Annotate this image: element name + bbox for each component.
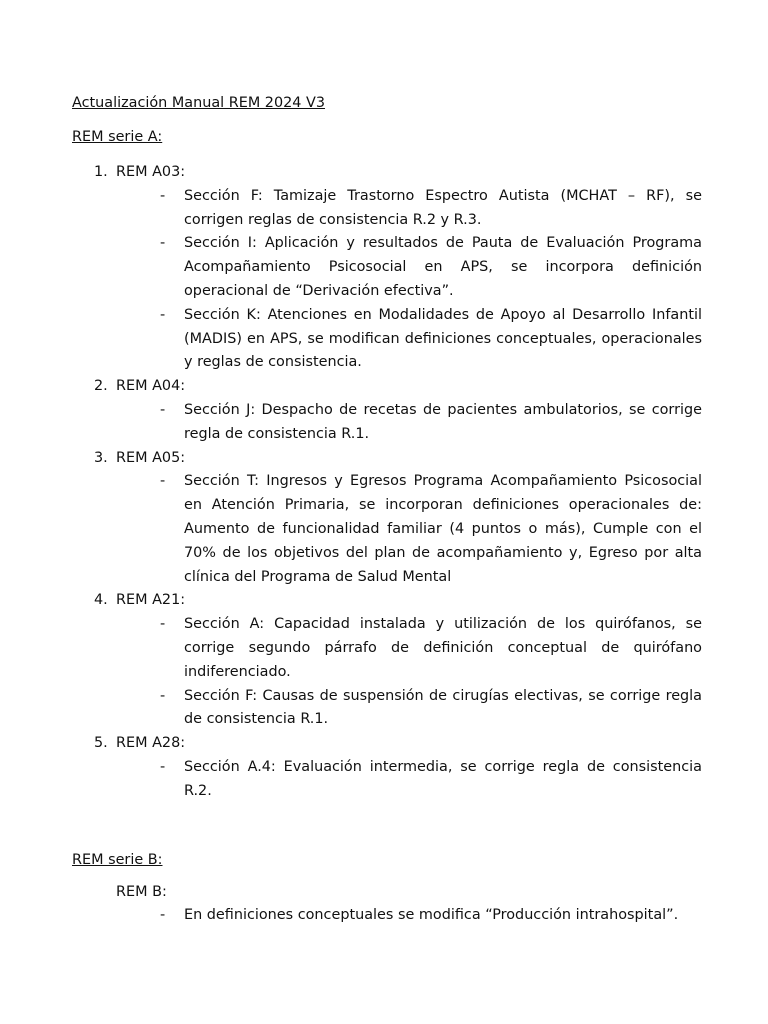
bullet-dash: - [160, 907, 166, 924]
list-item-label: REM A05: [116, 449, 186, 466]
bullet-item [72, 470, 702, 589]
bullet-text: Sección F: Tamizaje Trastorno Espectro Autista (MCHAT – RF), se corrigen reglas de consistencia R.2 y R.3. [184, 187, 702, 228]
list-item-number: 1. [94, 164, 108, 180]
bullet-item [72, 232, 702, 303]
bullet-dash: - [160, 473, 166, 490]
bullet-item [72, 685, 702, 733]
bullet-item [72, 904, 702, 928]
document-page [72, 92, 702, 928]
bullet-dash: - [160, 401, 166, 418]
bullet-text: Sección F: Causas de suspensión de cirugías electivas, se corrige regla de consistencia R.1. [184, 687, 702, 728]
serie-b-heading: REM serie B: [72, 851, 163, 868]
list-item-number: 3. [94, 449, 108, 466]
list-item-label: REM A21: [116, 592, 186, 609]
list-item-heading [72, 589, 702, 613]
document-title: Actualización Manual REM 2024 V3 [72, 95, 326, 111]
serie-a-list [72, 161, 702, 804]
list-item-number: 5. [94, 735, 108, 752]
bullet-text: Sección A: Capacidad instalada y utilización de los quirófanos, se corrige segundo párrafo de definición conceptual de quirófano indiferenciado. [184, 616, 702, 680]
bullet-dash: - [160, 616, 166, 633]
bullet-text: Sección I: Aplicación y resultados de Pauta de Evaluación Programa Acompañamiento Psicosocial en APS, se incorpora definición operacional de “Derivación efectiva”. [184, 235, 702, 299]
list-item-label: REM A03: [116, 164, 186, 180]
bullet-item [72, 756, 702, 804]
section-spacer [72, 804, 702, 849]
list-item-label: REM A04: [116, 378, 186, 395]
list-item-number: 4. [94, 592, 108, 609]
bullet-item [72, 304, 702, 375]
rem-b-label: REM B: [116, 883, 167, 900]
bullet-item [72, 399, 702, 447]
bullet-dash: - [160, 758, 166, 775]
serie-a-heading: REM serie A: [72, 129, 163, 145]
bullet-dash: - [160, 306, 166, 323]
list-item-heading [72, 732, 702, 756]
list-item-number: 2. [94, 378, 108, 395]
bullet-dash: - [160, 687, 166, 704]
bullet-dash: - [160, 235, 166, 252]
bullet-item [72, 613, 702, 684]
bullet-text: En definiciones conceptuales se modifica “Producción intrahospital”. [184, 907, 679, 924]
bullet-text: Sección J: Despacho de recetas de pacientes ambulatorios, se corrige regla de consistencia R.1. [184, 401, 702, 442]
bullet-dash: - [160, 187, 166, 204]
list-item-heading [72, 375, 702, 399]
bullet-text: Sección T: Ingresos y Egresos Programa Acompañamiento Psicosocial en Atención Primaria, se incorporan definiciones operacionales de: Aumento de funcionalidad familiar (4 puntos o más), Cumple con el 70% de los objetivos del plan de acompañamiento y, Egreso por alta clínica del Programa de Salud Mental [184, 473, 702, 585]
list-item-heading [72, 447, 702, 471]
serie-b-list [72, 904, 702, 928]
bullet-text: Sección K: Atenciones en Modalidades de Apoyo al Desarrollo Infantil (MADIS) en APS, se modifican definiciones conceptuales, operacionales y reglas de consistencia. [184, 306, 702, 371]
bullet-text: Sección A.4: Evaluación intermedia, se corrige regla de consistencia R.2. [184, 758, 702, 799]
bullet-item [72, 185, 702, 233]
list-item-heading [72, 161, 702, 185]
list-item-label: REM A28: [116, 735, 186, 752]
